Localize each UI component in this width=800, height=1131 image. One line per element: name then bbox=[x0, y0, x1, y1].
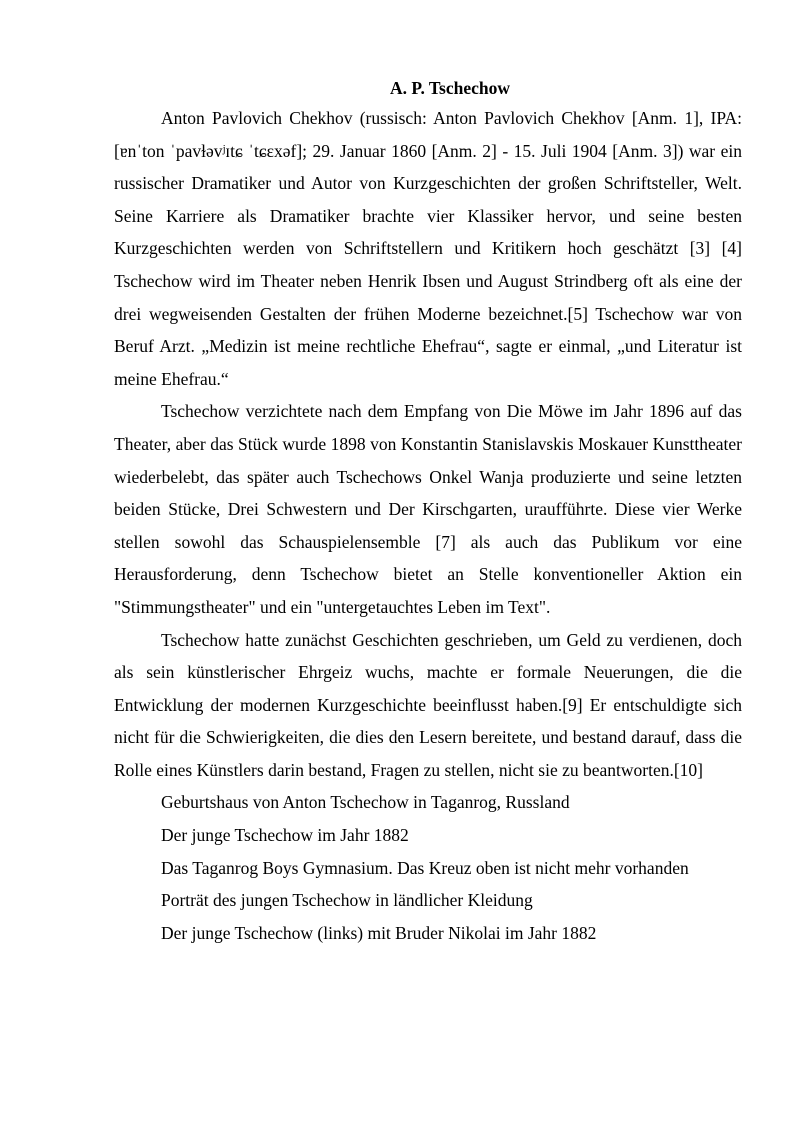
document-page bbox=[114, 74, 742, 949]
paragraph-short-stories: Tschechow hatte zunächst Geschichten geschrieben, um Geld zu verdienen, doch als sein künstlerischer Ehrgeiz wuchs, machte er formale Neuerungen, die die Entwicklung der modernen Kurzgeschichte beeinflusst haben.[9] Er entschuldigte sich nicht für die Schwierigkeiten, die dies den Lesern bereitete, und bestand darauf, dass die Rolle eines Künstlers darin bestand, Fragen zu stellen, nicht sie zu beantworten.[10] bbox=[114, 629, 742, 780]
caption-portrait: Porträt des jungen Tschechow in ländlicher Kleidung bbox=[161, 890, 533, 911]
caption-brother-nikolai: Der junge Tschechow (links) mit Bruder Nikolai im Jahr 1882 bbox=[161, 922, 597, 943]
caption-young-chekhov: Der junge Tschechow im Jahr 1882 bbox=[161, 825, 409, 846]
paragraph-intro: Anton Pavlovich Chekhov (russisch: Anton Pavlovich Chekhov [Anm. 1], IPA: [ɐnˈton ˈpavɫəvʲɪtɕ ˈtɕɛxəf]; 29. Januar 1860 [Anm. 2] - 15. Juli 1904 [Anm. 3]) war ein russischer Dramatiker und Autor von Kurzgeschichten der großen Schriftsteller, Welt. Seine Karriere als Dramatiker brachte vier Klassiker hervor, und seine besten Kurzgeschichten werden von Schriftstellern und Kritikern hoch geschätzt [3] [4] Tschechow wird im Theater neben Henrik Ibsen und August Strindberg oft als eine der drei wegweisenden Gestalten der frühen Moderne bezeichnet.[5] Tschechow war von Beruf Arzt. „Medizin ist meine rechtliche Ehefrau“, sagte er einmal, „und Literatur ist meine Ehefrau.“ bbox=[114, 108, 742, 389]
caption-birthplace: Geburtshaus von Anton Tschechow in Taganrog, Russland bbox=[161, 792, 570, 813]
caption-gymnasium: Das Taganrog Boys Gymnasium. Das Kreuz oben ist nicht mehr vorhanden bbox=[161, 857, 689, 878]
caption-list bbox=[114, 786, 742, 949]
paragraph-theater: Tschechow verzichtete nach dem Empfang von Die Möwe im Jahr 1896 auf das Theater, aber das Stück wurde 1898 von Konstantin Stanislavskis Moskauer Kunsttheater wiederbelebt, das später auch Tschechows Onkel Wanja produzierte und seine letzten beiden Stücke, Drei Schwestern und Der Kirschgarten, uraufführte. Diese vier Werke stellen sowohl das Schauspielensemble [7] als auch das Publikum vor eine Herausforderung, denn Tschechow bietet an Stelle konventioneller Aktion ein "Stimmungstheater" und ein "untergetauchtes Leben im Text". bbox=[114, 401, 742, 617]
document-title: A. P. Tschechow bbox=[390, 78, 510, 98]
